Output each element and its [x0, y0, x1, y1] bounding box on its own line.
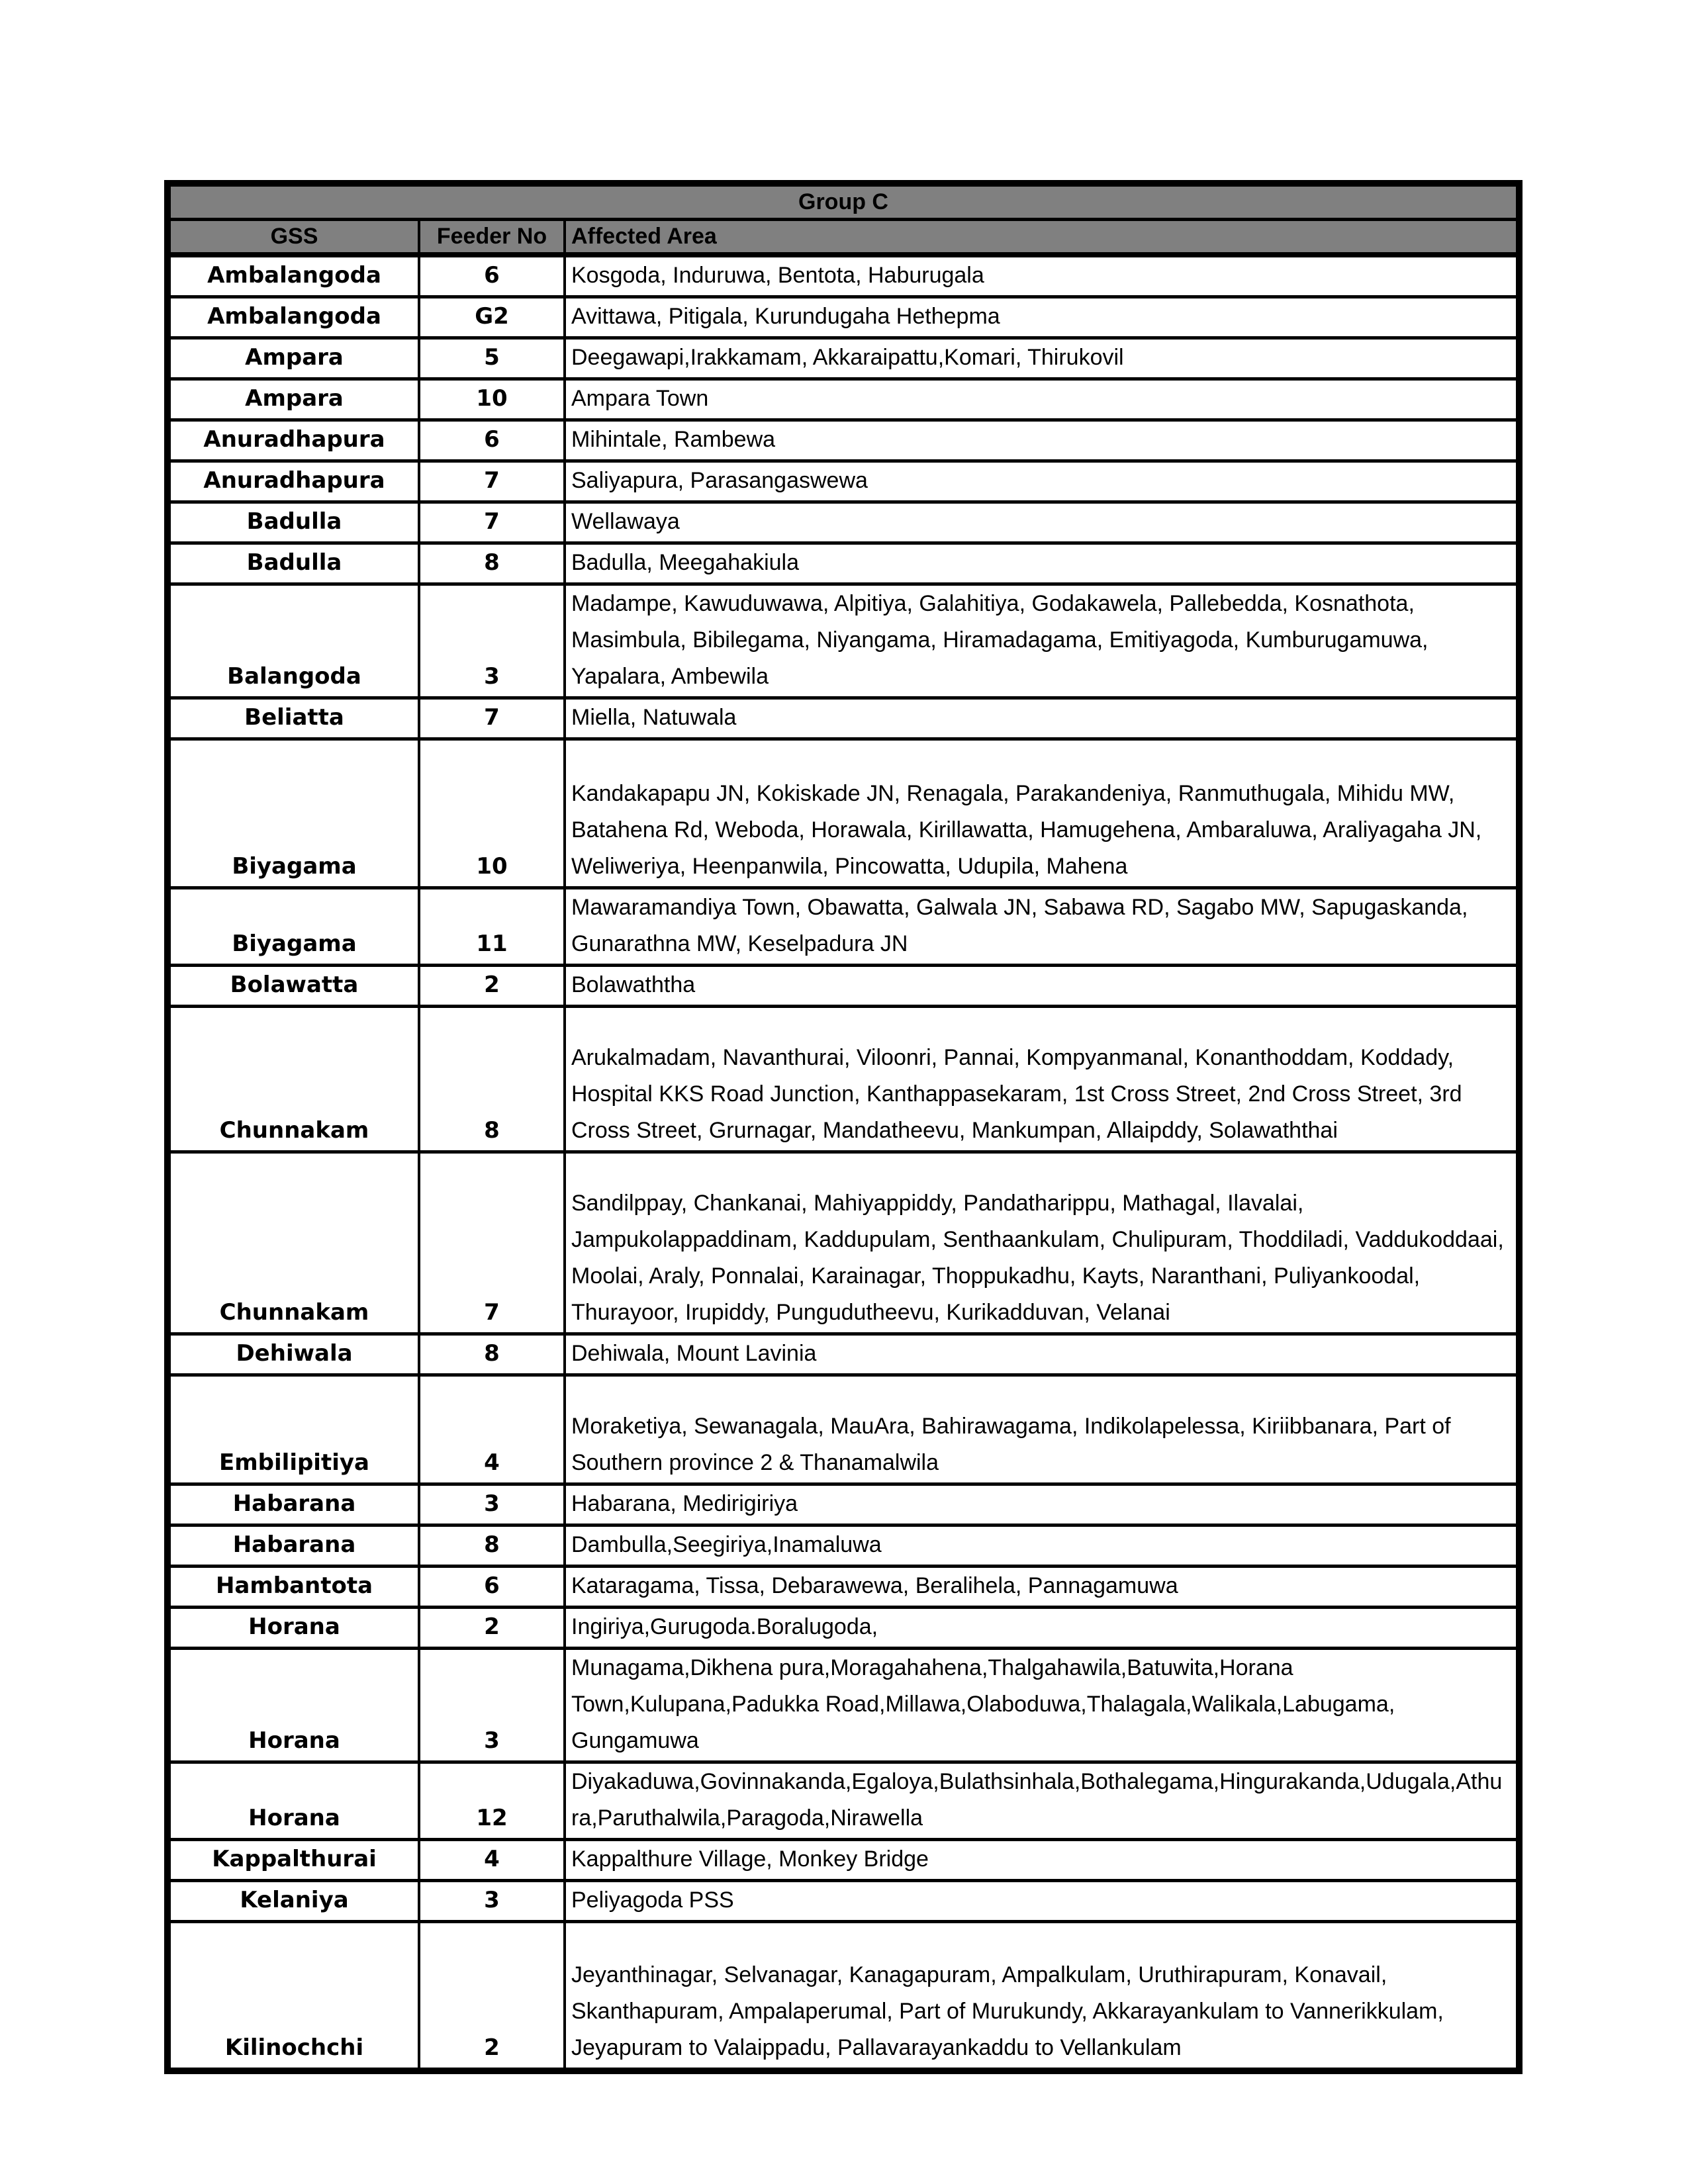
gss-cell: Kelaniya	[167, 1881, 419, 1922]
affected-area-cell: Avittawa, Pitigala, Kurundugaha Hethepma	[565, 297, 1519, 338]
feeder-no-cell: 3	[419, 584, 565, 698]
table-row	[167, 1762, 1519, 1840]
feeder-no-cell: G2	[419, 297, 565, 338]
affected-area-cell: Peliyagoda PSS	[565, 1881, 1519, 1922]
gss-cell: Anuradhapura	[167, 461, 419, 502]
table-row	[167, 255, 1519, 297]
feeder-no-cell: 3	[419, 1649, 565, 1762]
gss-cell: Biyagama	[167, 739, 419, 888]
feeder-no-cell: 3	[419, 1484, 565, 1525]
affected-area-cell: Badulla, Meegahakiula	[565, 543, 1519, 584]
gss-cell: Horana	[167, 1608, 419, 1649]
table-row	[167, 502, 1519, 543]
table-row	[167, 1567, 1519, 1608]
affected-area-cell: Kappalthure Village, Monkey Bridge	[565, 1840, 1519, 1881]
group-c-table	[164, 180, 1523, 2074]
affected-area-cell: Saliyapura, Parasangaswewa	[565, 461, 1519, 502]
feeder-no-cell: 2	[419, 1922, 565, 2071]
table-row	[167, 1375, 1519, 1484]
table-row	[167, 698, 1519, 739]
feeder-no-cell: 8	[419, 1525, 565, 1567]
feeder-no-cell: 5	[419, 338, 565, 379]
feeder-no-cell: 4	[419, 1840, 565, 1881]
affected-area-cell: Ingiriya,Gurugoda.Boralugoda,	[565, 1608, 1519, 1649]
table-row	[167, 543, 1519, 584]
feeder-no-cell: 7	[419, 461, 565, 502]
gss-cell: Horana	[167, 1762, 419, 1840]
gss-cell: Chunnakam	[167, 1152, 419, 1334]
feeder-no-cell: 2	[419, 1608, 565, 1649]
gss-cell: Hambantota	[167, 1567, 419, 1608]
affected-area-cell: Arukalmadam, Navanthurai, Viloonri, Pannai, Kompyanmanal, Konanthoddam, Koddady, Hospital KKS Road Junction, Kanthappasekaram, 1st Cross Street, 2nd Cross Street, 3rd Cross Street, Grurnagar, Mandatheevu, Mankumpan, Allaipddy, Solawaththai	[565, 1007, 1519, 1152]
table-row	[167, 297, 1519, 338]
column-header-affected-area: Affected Area	[565, 219, 1519, 255]
affected-area-cell: Wellawaya	[565, 502, 1519, 543]
gss-cell: Balangoda	[167, 584, 419, 698]
gss-cell: Anuradhapura	[167, 420, 419, 461]
feeder-no-cell: 3	[419, 1881, 565, 1922]
column-header-gss: GSS	[167, 219, 419, 255]
affected-area-cell: Kandakapapu JN, Kokiskade JN, Renagala, Parakandeniya, Ranmuthugala, Mihidu MW, Batahena Rd, Weboda, Horawala, Kirillawatta, Hamugehena, Ambaraluwa, Araliyagaha JN, Weliweriya, Heenpanwila, Pincowatta, Udupila, Mahena	[565, 739, 1519, 888]
gss-cell: Ampara	[167, 338, 419, 379]
feeder-no-cell: 8	[419, 543, 565, 584]
feeder-no-cell: 10	[419, 739, 565, 888]
affected-area-cell: Bolawaththa	[565, 966, 1519, 1007]
table-row	[167, 461, 1519, 502]
affected-area-cell: Sandilppay, Chankanai, Mahiyappiddy, Pandatharippu, Mathagal, Ilavalai, Jampukolappaddinam, Kaddupulam, Senthaankulam, Chulipuram, Thoddiladi, Vaddukoddaai, Moolai, Araly, Ponnalai, Karainagar, Thoppukadhu, Kayts, Naranthani, Puliyankoodal, Thurayoor, Irupiddy, Pungudutheevu, Kurikadduvan, Velanai	[565, 1152, 1519, 1334]
feeder-no-cell: 7	[419, 1152, 565, 1334]
gss-cell: Dehiwala	[167, 1334, 419, 1375]
table-group-header-row	[167, 183, 1519, 219]
gss-cell: Ampara	[167, 379, 419, 420]
table-row	[167, 338, 1519, 379]
gss-cell: Horana	[167, 1649, 419, 1762]
table-row	[167, 1608, 1519, 1649]
feeder-no-cell: 7	[419, 502, 565, 543]
table-row	[167, 420, 1519, 461]
table-row	[167, 1334, 1519, 1375]
gss-cell: Kilinochchi	[167, 1922, 419, 2071]
gss-cell: Beliatta	[167, 698, 419, 739]
table-row	[167, 584, 1519, 698]
gss-cell: Biyagama	[167, 888, 419, 966]
table-row	[167, 1881, 1519, 1922]
group-title: Group C	[167, 183, 1519, 219]
affected-area-cell: Jeyanthinagar, Selvanagar, Kanagapuram, Ampalkulam, Uruthirapuram, Konavail, Skanthapuram, Ampalaperumal, Part of Murukundy, Akkarayankulam to Vannerikkulam, Jeyapuram to Valaippadu, Pallavarayankaddu to Vellankulam	[565, 1922, 1519, 2071]
gss-cell: Badulla	[167, 502, 419, 543]
gss-cell: Habarana	[167, 1525, 419, 1567]
affected-area-cell: Deegawapi,Irakkamam, Akkaraipattu,Komari, Thirukovil	[565, 338, 1519, 379]
gss-cell: Chunnakam	[167, 1007, 419, 1152]
affected-area-cell: Mihintale, Rambewa	[565, 420, 1519, 461]
table-row	[167, 1152, 1519, 1334]
table-row	[167, 1922, 1519, 2071]
affected-area-cell: Diyakaduwa,Govinnakanda,Egaloya,Bulathsinhala,Bothalegama,Hingurakanda,Udugala,Athura,Paruthalwila,Paragoda,Nirawella	[565, 1762, 1519, 1840]
feeder-no-cell: 12	[419, 1762, 565, 1840]
affected-area-cell: Kataragama, Tissa, Debarawewa, Beralihela, Pannagamuwa	[565, 1567, 1519, 1608]
affected-area-cell: Dehiwala, Mount Lavinia	[565, 1334, 1519, 1375]
table-row	[167, 888, 1519, 966]
feeder-no-cell: 6	[419, 1567, 565, 1608]
gss-cell: Kappalthurai	[167, 1840, 419, 1881]
feeder-no-cell: 10	[419, 379, 565, 420]
affected-area-cell: Madampe, Kawuduwawa, Alpitiya, Galahitiya, Godakawela, Pallebedda, Kosnathota, Masimbula, Bibilegama, Niyangama, Hiramadagama, Emitiyagoda, Kumburugamuwa, Yapalara, Ambewila	[565, 584, 1519, 698]
affected-area-cell: Kosgoda, Induruwa, Bentota, Haburugala	[565, 255, 1519, 297]
table-row	[167, 379, 1519, 420]
table-row	[167, 1007, 1519, 1152]
affected-area-cell: Moraketiya, Sewanagala, MauAra, Bahirawagama, Indikolapelessa, Kiriibbanara, Part of Southern province 2 & Thanamalwila	[565, 1375, 1519, 1484]
feeder-no-cell: 11	[419, 888, 565, 966]
feeder-no-cell: 8	[419, 1007, 565, 1152]
gss-cell: Habarana	[167, 1484, 419, 1525]
table-header	[167, 183, 1519, 255]
table-column-header-row	[167, 219, 1519, 255]
feeder-no-cell: 6	[419, 255, 565, 297]
feeder-no-cell: 2	[419, 966, 565, 1007]
feeder-no-cell: 6	[419, 420, 565, 461]
table-body	[167, 255, 1519, 2071]
gss-cell: Embilipitiya	[167, 1375, 419, 1484]
table-row	[167, 739, 1519, 888]
table-row	[167, 1484, 1519, 1525]
table-row	[167, 1840, 1519, 1881]
gss-cell: Bolawatta	[167, 966, 419, 1007]
gss-cell: Badulla	[167, 543, 419, 584]
affected-area-cell: Munagama,Dikhena pura,Moragahahena,Thalgahawila,Batuwita,Horana Town,Kulupana,Padukka Road,Millawa,Olaboduwa,Thalagala,Walikala,Labugama, Gungamuwa	[565, 1649, 1519, 1762]
affected-area-cell: Ampara Town	[565, 379, 1519, 420]
table-row	[167, 966, 1519, 1007]
feeder-no-cell: 7	[419, 698, 565, 739]
gss-cell: Ambalangoda	[167, 255, 419, 297]
affected-area-cell: Dambulla,Seegiriya,Inamaluwa	[565, 1525, 1519, 1567]
feeder-no-cell: 8	[419, 1334, 565, 1375]
affected-area-cell: Miella, Natuwala	[565, 698, 1519, 739]
table-row	[167, 1525, 1519, 1567]
table-row	[167, 1649, 1519, 1762]
feeder-no-cell: 4	[419, 1375, 565, 1484]
gss-cell: Ambalangoda	[167, 297, 419, 338]
affected-area-cell: Mawaramandiya Town, Obawatta, Galwala JN, Sabawa RD, Sagabo MW, Sapugaskanda, Gunarathna MW, Keselpadura JN	[565, 888, 1519, 966]
column-header-feeder-no: Feeder No	[419, 219, 565, 255]
affected-area-cell: Habarana, Medirigiriya	[565, 1484, 1519, 1525]
